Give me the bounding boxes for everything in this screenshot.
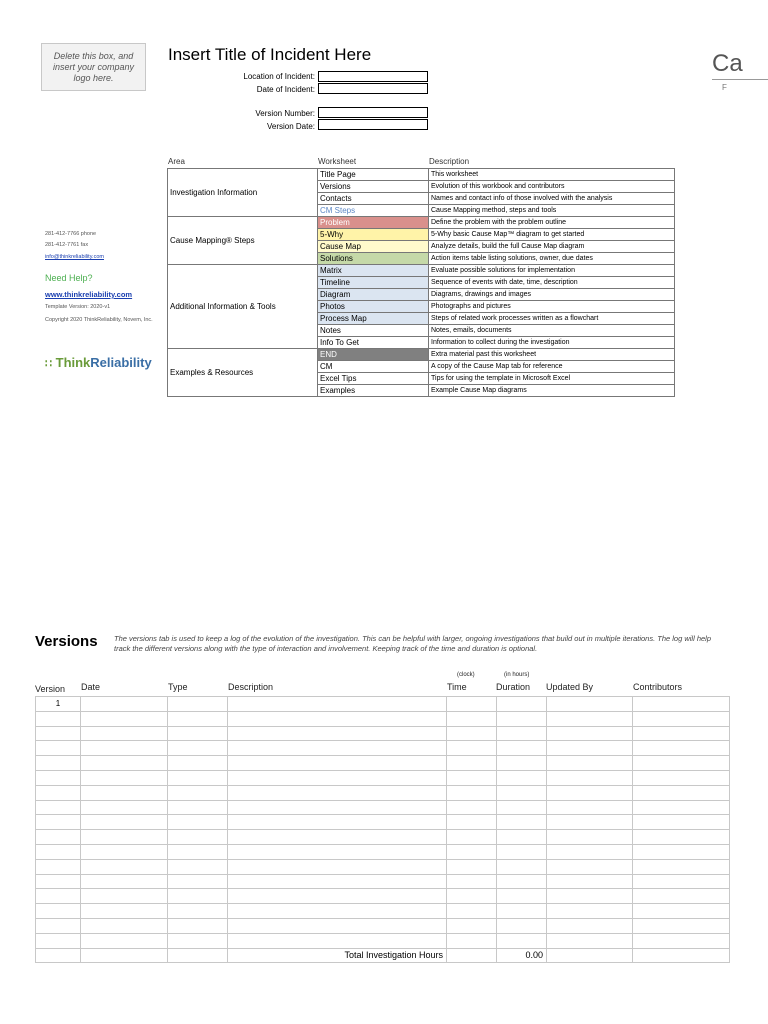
worksheet-description: 5-Why basic Cause Map™ diagram to get started — [429, 229, 675, 241]
version-cell[interactable] — [447, 770, 497, 785]
version-cell[interactable] — [81, 830, 168, 845]
header-area: Area — [168, 157, 185, 166]
version-cell[interactable] — [81, 844, 168, 859]
version-cell[interactable] — [633, 874, 730, 889]
website-link[interactable]: www.thinkreliability.com — [45, 290, 133, 299]
version-cell[interactable] — [547, 859, 633, 874]
total-hours-label: Total Investigation Hours — [228, 948, 447, 963]
version-cell[interactable] — [447, 859, 497, 874]
version-cell[interactable] — [168, 697, 228, 712]
version-cell[interactable] — [36, 844, 81, 859]
version-cell[interactable] — [447, 726, 497, 741]
version-cell[interactable] — [36, 859, 81, 874]
version-cell[interactable] — [36, 741, 81, 756]
version-cell[interactable] — [447, 948, 497, 963]
time-unit-label: (clock) — [457, 672, 475, 678]
worksheet-link[interactable]: Contacts — [318, 193, 429, 205]
version-cell[interactable] — [228, 697, 447, 712]
col-duration: Duration — [496, 682, 531, 692]
version-cell[interactable] — [168, 726, 228, 741]
versions-table — [35, 696, 730, 963]
version-cell[interactable] — [228, 770, 447, 785]
version-cell[interactable] — [547, 697, 633, 712]
version-cell[interactable] — [168, 948, 228, 963]
version-cell[interactable] — [228, 815, 447, 830]
version-cell[interactable] — [36, 711, 81, 726]
worksheet-description: Cause Mapping method, steps and tools — [429, 205, 675, 217]
version-cell[interactable] — [81, 756, 168, 771]
header-description: Description — [429, 157, 470, 166]
col-type: Type — [168, 682, 188, 692]
worksheet-link[interactable]: Timeline — [318, 277, 429, 289]
version-cell[interactable] — [633, 697, 730, 712]
version-row — [36, 830, 730, 845]
version-row — [36, 874, 730, 889]
worksheet-description: A copy of the Cause Map tab for reference — [429, 361, 675, 373]
worksheet-description: Steps of related work processes written as a flowchart — [429, 313, 675, 325]
version-cell[interactable] — [633, 756, 730, 771]
need-help-heading: Need Help? — [45, 273, 93, 283]
template-version: Template Version: 2020-v1 — [45, 304, 111, 310]
version-row — [36, 933, 730, 948]
area-cell: Investigation Information — [168, 169, 318, 217]
versions-description: The versions tab is used to keep a log of the evolution of the investigation. This can be helpful with larger, ongoing investigations that build out in multiple iterations. The log will help track the different versions along with the type of interaction and involvement. Keeping track of the time and duration is optional. — [114, 634, 712, 653]
worksheet-link[interactable]: Excel Tips — [318, 373, 429, 385]
version-cell[interactable] — [228, 756, 447, 771]
worksheet-description: Define the problem with the problem outline — [429, 217, 675, 229]
version-cell[interactable] — [36, 785, 81, 800]
version-cell[interactable] — [36, 770, 81, 785]
worksheet-link[interactable]: 5-Why — [318, 229, 429, 241]
version-row — [36, 756, 730, 771]
worksheet-description: Notes, emails, documents — [429, 325, 675, 337]
version-cell[interactable] — [228, 874, 447, 889]
version-cell[interactable] — [633, 948, 730, 963]
version-cell[interactable] — [81, 933, 168, 948]
version-cell[interactable] — [497, 904, 547, 919]
col-time: Time — [447, 682, 467, 692]
worksheet-link[interactable]: Photos — [318, 301, 429, 313]
version-cell[interactable] — [36, 874, 81, 889]
version-row — [36, 918, 730, 933]
area-cell: Cause Mapping® Steps — [168, 217, 318, 265]
version-cell[interactable] — [168, 830, 228, 845]
version-cell[interactable] — [81, 697, 168, 712]
version-cell[interactable]: 1 — [36, 697, 81, 712]
version-cell[interactable] — [497, 918, 547, 933]
worksheet-link[interactable]: Notes — [318, 325, 429, 337]
worksheet-link[interactable]: END — [318, 349, 429, 361]
contact-fax: 281-412-7761 fax — [45, 242, 89, 248]
worksheet-link[interactable]: CM — [318, 361, 429, 373]
worksheet-link[interactable]: Process Map — [318, 313, 429, 325]
worksheet-description: Photographs and pictures — [429, 301, 675, 313]
version-cell[interactable] — [81, 815, 168, 830]
version-cell[interactable] — [447, 889, 497, 904]
version-cell[interactable] — [497, 815, 547, 830]
worksheet-link[interactable]: Examples — [318, 385, 429, 397]
version-cell[interactable] — [228, 889, 447, 904]
date-label: Date of Incident: — [256, 85, 315, 94]
version-cell[interactable] — [447, 741, 497, 756]
version-cell[interactable] — [36, 815, 81, 830]
worksheet-link[interactable]: Matrix — [318, 265, 429, 277]
worksheet-description: Information to collect during the investigation — [429, 337, 675, 349]
brand-logo-partial: Ca — [712, 50, 743, 77]
version-cell[interactable] — [81, 904, 168, 919]
version-cell[interactable] — [633, 844, 730, 859]
version-cell[interactable] — [168, 711, 228, 726]
version-row — [36, 770, 730, 785]
version-cell[interactable] — [447, 904, 497, 919]
worksheet-row — [168, 169, 675, 181]
version-cell[interactable] — [447, 933, 497, 948]
version-cell[interactable] — [168, 741, 228, 756]
version-row — [36, 859, 730, 874]
version-cell[interactable] — [633, 726, 730, 741]
version-cell[interactable] — [633, 918, 730, 933]
contact-phone: 281-412-7766 phone — [45, 231, 97, 237]
version-cell[interactable] — [633, 741, 730, 756]
version-row — [36, 948, 730, 963]
version-cell[interactable] — [497, 859, 547, 874]
version-cell[interactable] — [168, 933, 228, 948]
version-cell[interactable] — [81, 741, 168, 756]
worksheet-link[interactable]: Solutions — [318, 253, 429, 265]
version-cell[interactable] — [168, 815, 228, 830]
worksheet-link[interactable]: Cause Map — [318, 241, 429, 253]
version-cell[interactable] — [547, 874, 633, 889]
version-row — [36, 697, 730, 712]
version-cell[interactable] — [228, 933, 447, 948]
version-cell[interactable] — [228, 904, 447, 919]
col-date: Date — [81, 682, 101, 692]
version-cell[interactable] — [228, 830, 447, 845]
version-cell[interactable] — [81, 770, 168, 785]
worksheet-link[interactable]: Problem — [318, 217, 429, 229]
date-field[interactable] — [318, 83, 428, 94]
version-cell[interactable] — [36, 800, 81, 815]
worksheet-link[interactable]: Title Page — [318, 169, 429, 181]
version-cell[interactable] — [36, 933, 81, 948]
version-cell[interactable] — [81, 889, 168, 904]
version-cell[interactable] — [36, 889, 81, 904]
version-row — [36, 785, 730, 800]
version-cell[interactable] — [447, 785, 497, 800]
version-cell[interactable] — [633, 785, 730, 800]
version-row — [36, 844, 730, 859]
worksheet-description: Diagrams, drawings and images — [429, 289, 675, 301]
version-row — [36, 815, 730, 830]
version-cell[interactable] — [36, 918, 81, 933]
area-cell: Additional Information & Tools — [168, 265, 318, 349]
worksheet-index-table — [167, 168, 675, 397]
version-cell[interactable] — [168, 874, 228, 889]
version-cell[interactable] — [81, 948, 168, 963]
worksheet-description: Evolution of this workbook and contributors — [429, 181, 675, 193]
version-cell[interactable] — [497, 741, 547, 756]
version-number-label: Version Number: — [255, 109, 315, 118]
version-cell[interactable] — [633, 904, 730, 919]
version-cell[interactable] — [228, 726, 447, 741]
area-cell: Examples & Resources — [168, 349, 318, 397]
version-row — [36, 904, 730, 919]
worksheet-description: This worksheet — [429, 169, 675, 181]
worksheet-description: Action items table listing solutions, owner, due dates — [429, 253, 675, 265]
versions-title: Versions — [35, 633, 98, 650]
worksheet-link[interactable]: Info To Get — [318, 337, 429, 349]
version-cell[interactable] — [36, 948, 81, 963]
worksheet-description: Example Cause Map diagrams — [429, 385, 675, 397]
version-cell[interactable] — [633, 800, 730, 815]
version-cell[interactable] — [633, 830, 730, 845]
worksheet-description: Evaluate possible solutions for implementation — [429, 265, 675, 277]
col-contributors: Contributors — [633, 682, 683, 692]
worksheet-description: Names and contact info of those involved with the analysis — [429, 193, 675, 205]
version-cell[interactable] — [447, 815, 497, 830]
version-cell[interactable] — [547, 785, 633, 800]
version-cell[interactable] — [81, 726, 168, 741]
version-cell[interactable] — [168, 800, 228, 815]
thinkreliability-logo — [45, 355, 152, 370]
version-cell[interactable] — [547, 904, 633, 919]
worksheet-row — [168, 265, 675, 277]
logo-grid-icon: ∷ — [45, 358, 52, 370]
version-cell[interactable] — [497, 800, 547, 815]
duration-unit-label: (in hours) — [504, 672, 530, 678]
version-date-field[interactable] — [318, 119, 428, 130]
worksheet-description: Sequence of events with date, time, description — [429, 277, 675, 289]
version-cell[interactable] — [547, 770, 633, 785]
version-cell[interactable] — [36, 904, 81, 919]
version-cell[interactable] — [228, 918, 447, 933]
version-cell[interactable] — [497, 697, 547, 712]
version-cell[interactable] — [633, 933, 730, 948]
worksheet-row — [168, 217, 675, 229]
version-cell[interactable] — [36, 756, 81, 771]
location-field[interactable] — [318, 71, 428, 82]
version-cell[interactable] — [547, 800, 633, 815]
version-cell[interactable] — [447, 844, 497, 859]
version-cell[interactable] — [447, 756, 497, 771]
version-cell[interactable] — [633, 889, 730, 904]
version-cell[interactable] — [168, 904, 228, 919]
worksheet-description: Tips for using the template in Microsoft Excel — [429, 373, 675, 385]
incident-title[interactable]: Insert Title of Incident Here — [168, 45, 372, 64]
version-date-label: Version Date: — [266, 122, 315, 131]
version-cell[interactable] — [547, 741, 633, 756]
version-cell[interactable] — [547, 726, 633, 741]
col-version: Version — [35, 684, 66, 694]
version-cell[interactable] — [547, 711, 633, 726]
version-cell[interactable] — [447, 711, 497, 726]
version-cell[interactable] — [633, 711, 730, 726]
version-cell[interactable] — [497, 844, 547, 859]
version-cell[interactable] — [547, 815, 633, 830]
version-cell[interactable] — [547, 889, 633, 904]
version-cell[interactable] — [81, 711, 168, 726]
col-updated-by: Updated By — [546, 682, 594, 692]
version-cell[interactable] — [497, 889, 547, 904]
worksheet-link[interactable]: Diagram — [318, 289, 429, 301]
worksheet-description: Analyze details, build the full Cause Map diagram — [429, 241, 675, 253]
worksheet-link[interactable]: Versions — [318, 181, 429, 193]
version-cell[interactable] — [168, 889, 228, 904]
version-cell[interactable] — [168, 756, 228, 771]
worksheet-link[interactable]: CM Steps — [318, 205, 429, 217]
version-cell[interactable] — [81, 785, 168, 800]
version-cell[interactable] — [81, 859, 168, 874]
version-cell[interactable] — [81, 874, 168, 889]
version-cell[interactable] — [168, 844, 228, 859]
version-cell[interactable] — [168, 859, 228, 874]
logo-think: Think — [55, 355, 91, 370]
logo-reliability: Reliability — [90, 355, 152, 370]
version-cell[interactable] — [497, 726, 547, 741]
version-cell[interactable] — [633, 770, 730, 785]
version-cell[interactable] — [228, 785, 447, 800]
brand-divider — [712, 79, 768, 80]
location-label: Location of Incident: — [243, 72, 315, 81]
logo-placeholder[interactable]: Delete this box, and insert your company logo here. — [41, 43, 146, 91]
version-cell[interactable] — [547, 756, 633, 771]
version-cell[interactable] — [497, 770, 547, 785]
version-cell[interactable] — [633, 859, 730, 874]
version-row — [36, 800, 730, 815]
version-cell[interactable] — [547, 830, 633, 845]
version-cell[interactable] — [81, 800, 168, 815]
col-description: Description — [228, 682, 274, 692]
version-cell[interactable] — [497, 785, 547, 800]
version-cell[interactable] — [447, 874, 497, 889]
version-cell[interactable] — [168, 785, 228, 800]
version-cell[interactable] — [168, 770, 228, 785]
version-cell[interactable] — [633, 815, 730, 830]
copyright-text: Copyright 2020 ThinkReliability, Novem, Inc. — [45, 317, 153, 323]
version-row — [36, 889, 730, 904]
version-cell[interactable] — [228, 859, 447, 874]
header-worksheet: Worksheet — [318, 157, 357, 166]
version-row — [36, 726, 730, 741]
version-cell[interactable] — [36, 830, 81, 845]
version-cell[interactable] — [497, 933, 547, 948]
version-number-field[interactable] — [318, 107, 428, 118]
worksheet-description: Extra material past this worksheet — [429, 349, 675, 361]
version-cell[interactable] — [547, 948, 633, 963]
version-cell[interactable] — [81, 918, 168, 933]
version-row — [36, 711, 730, 726]
version-cell[interactable] — [228, 844, 447, 859]
version-row — [36, 741, 730, 756]
version-cell[interactable] — [497, 756, 547, 771]
version-cell[interactable] — [547, 918, 633, 933]
version-cell[interactable] — [447, 697, 497, 712]
version-cell[interactable] — [36, 726, 81, 741]
version-cell[interactable] — [228, 800, 447, 815]
version-cell[interactable] — [168, 918, 228, 933]
version-cell[interactable] — [447, 800, 497, 815]
brand-subtext: F — [722, 83, 727, 92]
version-cell[interactable] — [447, 830, 497, 845]
version-cell[interactable] — [497, 711, 547, 726]
version-cell[interactable] — [228, 741, 447, 756]
version-cell[interactable] — [497, 830, 547, 845]
version-cell[interactable] — [547, 933, 633, 948]
worksheet-row — [168, 349, 675, 361]
version-cell[interactable] — [497, 874, 547, 889]
total-hours-value: 0.00 — [497, 948, 547, 963]
version-cell[interactable] — [228, 711, 447, 726]
contact-email-link[interactable]: info@thinkreliability.com — [45, 254, 104, 260]
version-cell[interactable] — [447, 918, 497, 933]
version-cell[interactable] — [547, 844, 633, 859]
